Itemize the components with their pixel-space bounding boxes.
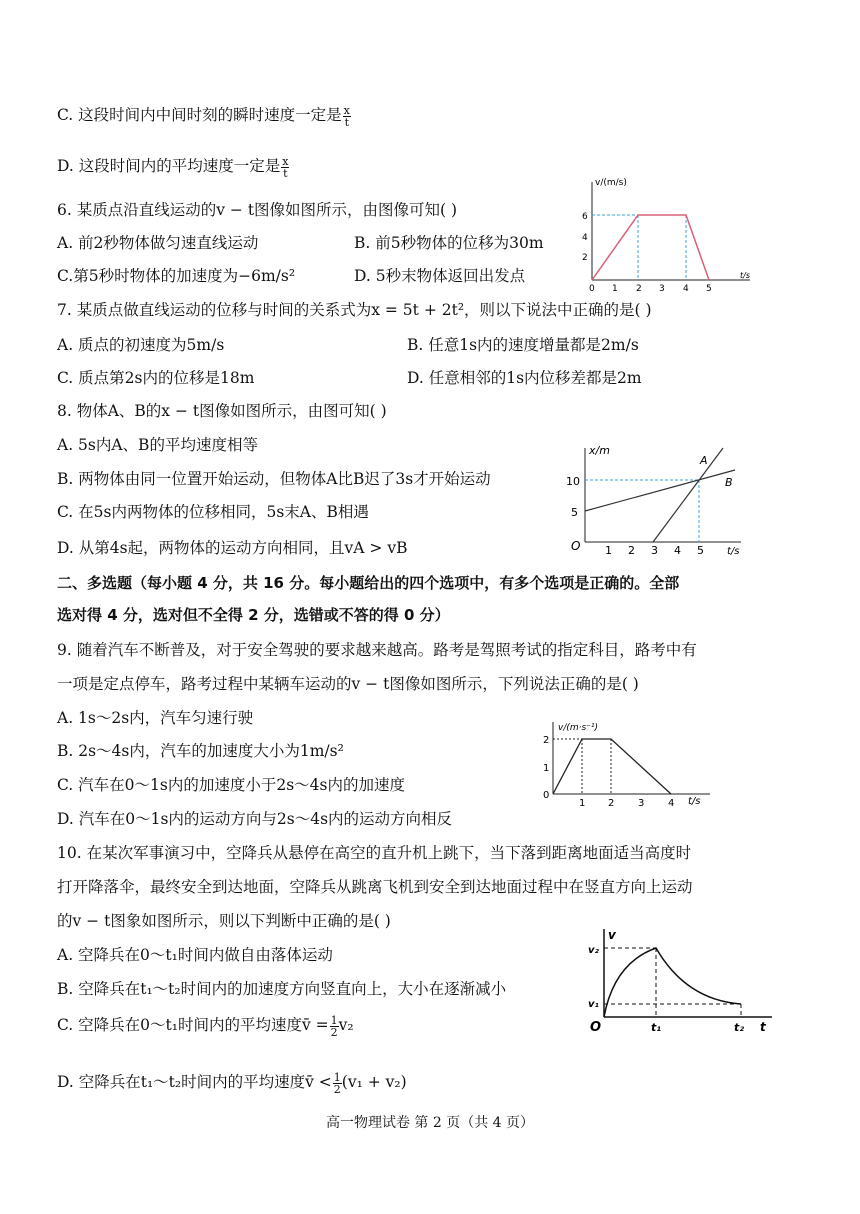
x-tick: 1 xyxy=(579,798,586,809)
section-header-2: 选对得 4 分，选对但不全得 2 分，选错或不答的得 0 分） xyxy=(57,606,450,624)
q6-option-d: D. 5秒末物体返回出发点 xyxy=(354,267,526,285)
x-axis-label: t xyxy=(760,1020,766,1034)
x-tick: 2 xyxy=(628,544,635,557)
frac-den: 2 xyxy=(333,1082,341,1096)
x-tick: 2 xyxy=(608,798,615,809)
x-tick: 3 xyxy=(638,798,645,809)
y-axis-label: v/(m·s⁻¹) xyxy=(558,723,599,733)
page-footer: 高一物理试卷 第 2 页（共 4 页） xyxy=(325,1115,535,1131)
q10-option-c xyxy=(57,1014,354,1038)
x-tick: 2 xyxy=(636,284,642,294)
x-tick: 3 xyxy=(651,544,658,557)
x-tick: 1 xyxy=(605,544,612,557)
fraction xyxy=(333,1072,342,1095)
q6-vt-graph xyxy=(570,174,755,294)
y-tick: 2 xyxy=(582,253,588,263)
q9-stem-2: 一项是定点停车，路考过程中某辆车运动的v − t图像如图所示，下列说法正确的是( ) xyxy=(57,675,639,693)
q5-option-d-text: D. 这段时间内的平均速度一定是 xyxy=(57,157,281,175)
q8-xt-graph xyxy=(565,440,745,560)
q10-stem-1: 10. 在某次军事演习中，空降兵从悬停在高空的直升机上跳下，当下落到距离地面适当高度时 xyxy=(57,844,692,862)
frac-num: x xyxy=(282,154,289,168)
y-axis-label: x/m xyxy=(589,444,610,457)
x-tick: 5 xyxy=(697,544,704,557)
y-tick: 5 xyxy=(571,506,578,519)
fraction xyxy=(281,156,289,179)
q10-option-c-text: C. 空降兵在0～t₁时间内的平均速度v̄ = xyxy=(57,1016,329,1034)
q7-option-b: B. 任意1s内的速度增量都是2m/s xyxy=(407,336,639,354)
y-tick: 0 xyxy=(543,790,550,801)
x-tick: 4 xyxy=(668,798,675,809)
line-b-label: B xyxy=(725,476,733,489)
y-tick: 10 xyxy=(566,475,580,488)
y-axis-label: v/(m/s) xyxy=(595,178,627,188)
x-tick: 3 xyxy=(659,284,665,294)
q6-option-a: A. 前2秒物体做匀速直线运动 xyxy=(57,234,259,252)
v1-label: v₁ xyxy=(588,999,599,1010)
q7-stem: 7. 某质点做直线运动的位移与时间的关系式为x = 5t + 2t²，则以下说法中正确的是( ) xyxy=(57,301,652,319)
q8-option-a: A. 5s内A、B的平均速度相等 xyxy=(57,436,258,454)
x-axis-label: t/s xyxy=(688,796,701,807)
section-header: 二、多选题（每小题 4 分，共 16 分。每小题给出的四个选项中，有多个选项是正确的。全部 xyxy=(57,574,680,592)
y-tick: 2 xyxy=(543,735,550,746)
q6-option-b: B. 前5秒物体的位移为30m xyxy=(354,234,544,252)
frac-num: 1 xyxy=(330,1013,338,1027)
q10-option-b: B. 空降兵在t₁～t₂时间内的加速度方向竖直向上，大小在逐渐减小 xyxy=(57,980,507,998)
line-b xyxy=(585,470,735,511)
q10-option-d-text: D. 空降兵在t₁～t₂时间内的平均速度v̄ < xyxy=(57,1073,332,1091)
q7-option-c: C. 质点第2s内的位移是18m xyxy=(57,369,255,387)
q8-option-c: C. 在5s内两物体的位移相同，5s末A、B相遇 xyxy=(57,503,369,521)
q10-option-d-suffix: (v₁ + v₂) xyxy=(341,1073,407,1091)
q5-option-c-text: C. 这段时间内中间时刻的瞬时速度一定是 xyxy=(57,106,342,124)
q7-option-d: D. 任意相邻的1s内位移差都是2m xyxy=(407,369,642,387)
q6-stem: 6. 某质点沿直线运动的v − t图像如图所示，由图像可知( ) xyxy=(57,201,458,219)
frac-den: 2 xyxy=(330,1025,338,1039)
x-tick: 4 xyxy=(674,544,681,557)
y-tick: 1 xyxy=(543,763,550,774)
line-a xyxy=(653,448,723,542)
q9-option-c: C. 汽车在0～1s内的加速度小于2s～4s内的加速度 xyxy=(57,776,405,794)
frac-num: 1 xyxy=(333,1070,341,1084)
v2-label: v₂ xyxy=(588,945,599,956)
x-tick: 0 xyxy=(589,284,595,294)
frac-den: t xyxy=(283,166,288,180)
q10-vt-graph xyxy=(586,925,776,1037)
q5-option-c xyxy=(57,104,351,128)
origin-label: O xyxy=(590,1020,602,1035)
q9-option-a: A. 1s～2s内，汽车匀速行驶 xyxy=(57,709,254,727)
q10-stem-2: 打开降落伞，最终安全到达地面，空降兵从跳离飞机到安全到达地面过程中在竖直方向上运动 xyxy=(57,878,693,896)
fraction xyxy=(343,105,351,128)
q6-option-c: C.第5秒时物体的加速度为−6m/s² xyxy=(57,267,296,285)
q9-stem-1: 9. 随着汽车不断普及，对于安全驾驶的要求越来越高。路考是驾照考试的指定科目，路考中有 xyxy=(57,641,697,659)
q9-option-b: B. 2s～4s内，汽车的加速度大小为1m/s² xyxy=(57,742,344,760)
frac-num: x xyxy=(343,103,350,117)
origin-label: O xyxy=(571,539,581,553)
q7-option-a: A. 质点的初速度为5m/s xyxy=(57,336,225,354)
q10-option-c-suffix: v₂ xyxy=(338,1016,354,1034)
vt-curve xyxy=(604,948,741,1017)
fraction xyxy=(330,1015,339,1038)
q10-stem-3: 的v − t图象如图所示，则以下判断中正确的是( ) xyxy=(57,912,391,930)
x-tick: 4 xyxy=(683,284,689,294)
x-tick: 1 xyxy=(612,284,618,294)
x-axis-label: t/s xyxy=(740,271,750,280)
t2-label: t₂ xyxy=(734,1021,745,1034)
x-axis-label: t/s xyxy=(727,546,740,557)
y-tick: 6 xyxy=(582,212,588,222)
t1-label: t₁ xyxy=(651,1021,662,1034)
q8-option-b: B. 两物体由同一位置开始运动，但物体A比B迟了3s才开始运动 xyxy=(57,470,491,488)
y-axis-label: v xyxy=(608,928,616,942)
vt-curve xyxy=(592,215,709,280)
q10-option-a: A. 空降兵在0～t₁时间内做自由落体运动 xyxy=(57,946,333,964)
q5-option-d xyxy=(57,155,289,179)
y-tick: 4 xyxy=(582,233,588,243)
q8-option-d: D. 从第4s起，两物体的运动方向相同，且vA > vB xyxy=(57,539,408,557)
q8-stem: 8. 物体A、B的x − t图像如图所示，由图可知( ) xyxy=(57,402,387,420)
q9-option-d: D. 汽车在0～1s内的运动方向与2s～4s内的运动方向相反 xyxy=(57,810,453,828)
frac-den: t xyxy=(344,115,349,129)
q9-vt-graph xyxy=(538,718,718,810)
x-tick: 5 xyxy=(706,284,712,294)
line-a-label: A xyxy=(700,454,708,467)
q10-option-d xyxy=(57,1071,407,1095)
vt-curve xyxy=(553,739,671,794)
